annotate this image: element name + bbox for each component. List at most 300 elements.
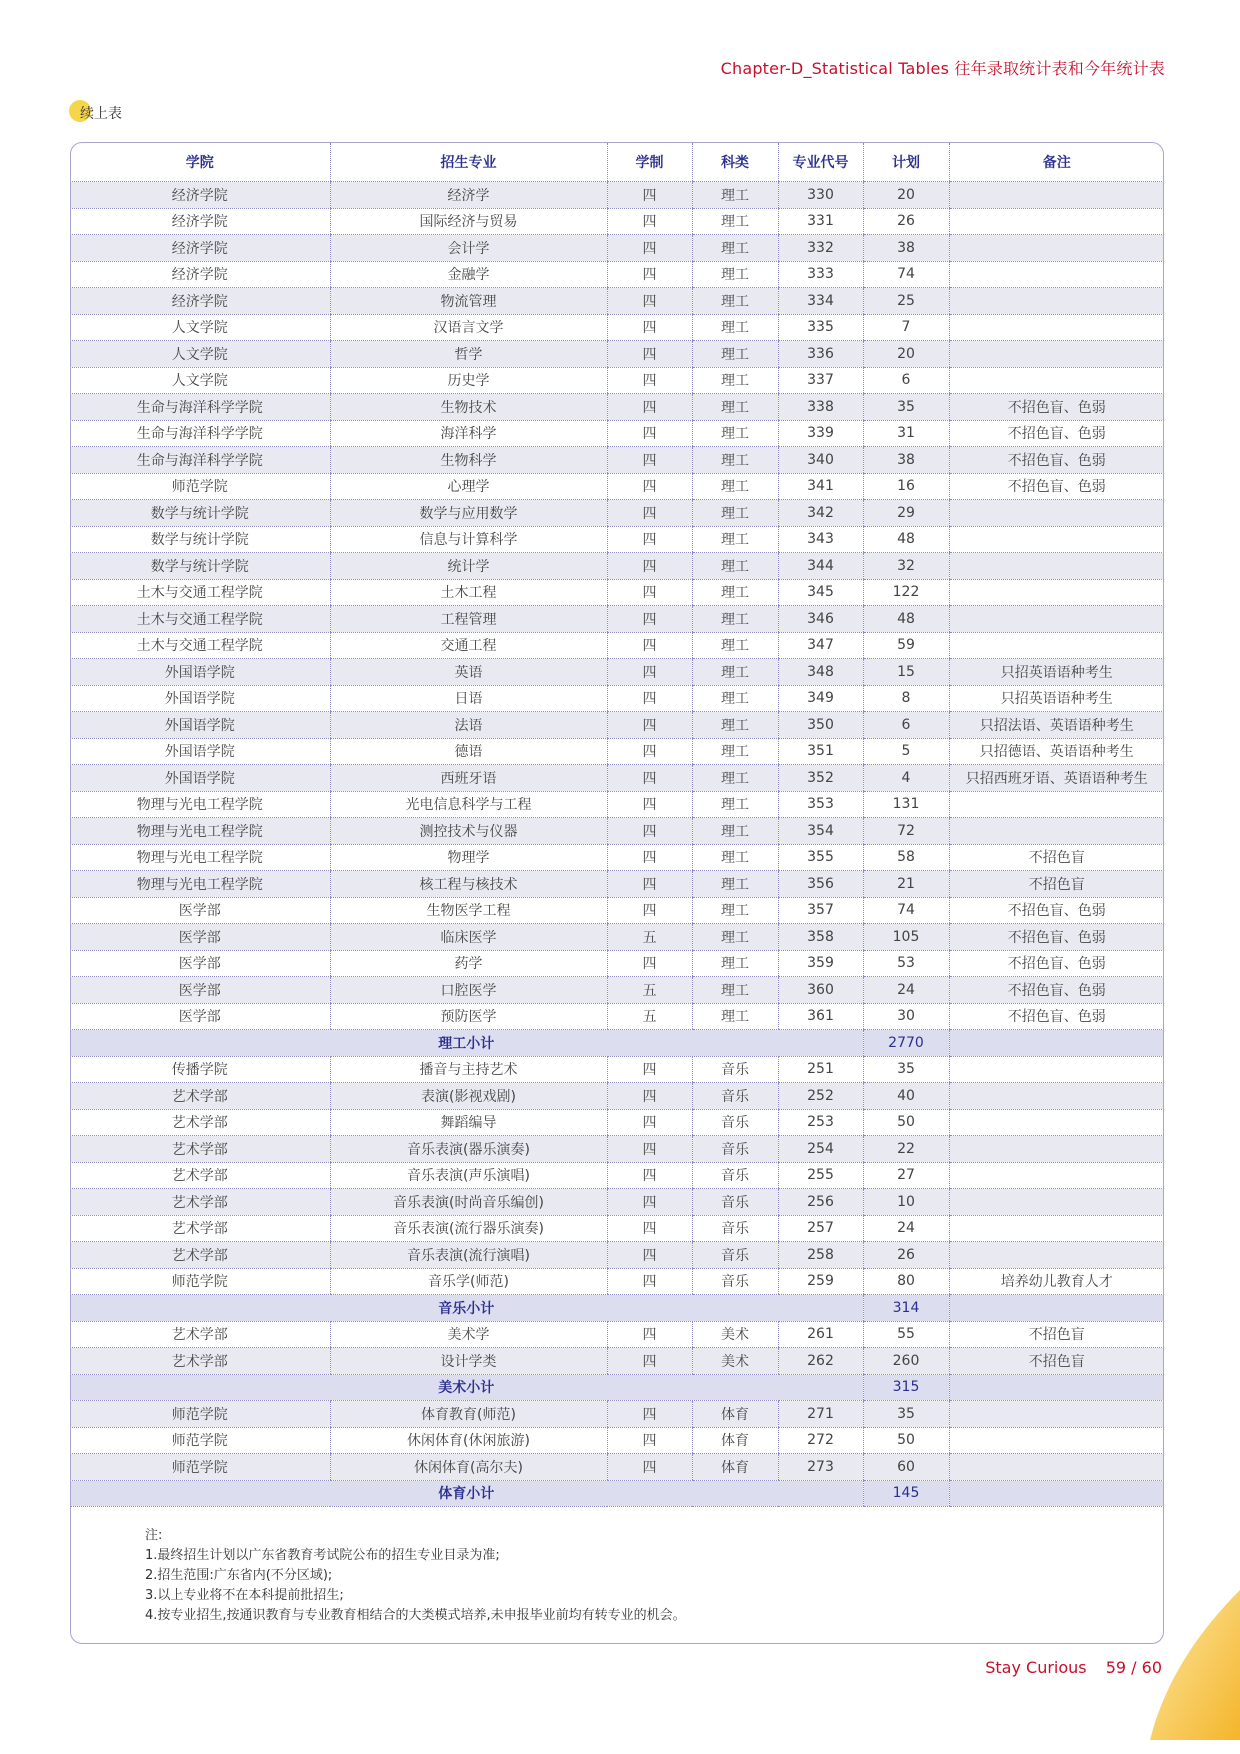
table-cell: 不招色盲、色弱 bbox=[949, 950, 1164, 977]
table-cell: 272 bbox=[778, 1427, 863, 1454]
table-cell: 29 bbox=[863, 500, 949, 527]
table-cell: 四 bbox=[607, 208, 692, 235]
table-cell: 理工 bbox=[692, 685, 778, 712]
table-cell bbox=[949, 261, 1164, 288]
table-cell: 251 bbox=[778, 1056, 863, 1083]
table-cell: 音乐 bbox=[692, 1056, 778, 1083]
table-cell: 人文学院 bbox=[70, 341, 330, 368]
table-cell: 55 bbox=[863, 1321, 949, 1348]
table-cell: 统计学 bbox=[330, 553, 607, 580]
table-cell: 20 bbox=[863, 341, 949, 368]
table-cell: 只招西班牙语、英语语种考生 bbox=[949, 765, 1164, 792]
table-cell: 255 bbox=[778, 1162, 863, 1189]
table-cell: 四 bbox=[607, 1189, 692, 1216]
table-cell bbox=[949, 288, 1164, 315]
table-cell: 音乐表演(时尚音乐编创) bbox=[330, 1189, 607, 1216]
table-cell: 257 bbox=[778, 1215, 863, 1242]
table-cell: 不招色盲、色弱 bbox=[949, 977, 1164, 1004]
table-cell: 四 bbox=[607, 1268, 692, 1295]
table-cell: 343 bbox=[778, 526, 863, 553]
table-cell bbox=[949, 367, 1164, 394]
table-cell: 核工程与核技术 bbox=[330, 871, 607, 898]
table-cell: 50 bbox=[863, 1109, 949, 1136]
table-cell: 35 bbox=[863, 394, 949, 421]
table-cell: 理工 bbox=[692, 765, 778, 792]
table-cell: 四 bbox=[607, 606, 692, 633]
table-cell: 四 bbox=[607, 738, 692, 765]
table-cell: 四 bbox=[607, 1109, 692, 1136]
note-item: 1.最终招生计划以广东省教育考试院公布的招生专业目录为准; bbox=[145, 1548, 500, 1563]
table-cell: 医学部 bbox=[70, 897, 330, 924]
table-cell: 357 bbox=[778, 897, 863, 924]
table-row bbox=[70, 712, 1164, 739]
table-cell: 理工 bbox=[692, 526, 778, 553]
table-cell: 会计学 bbox=[330, 235, 607, 262]
table-cell: 四 bbox=[607, 394, 692, 421]
table-cell: 不招色盲 bbox=[949, 1321, 1164, 1348]
table-cell bbox=[949, 1454, 1164, 1481]
table-row bbox=[70, 473, 1164, 500]
table-cell: 不招色盲、色弱 bbox=[949, 394, 1164, 421]
table-row bbox=[70, 182, 1164, 209]
table-cell: 理工 bbox=[692, 579, 778, 606]
table-row bbox=[70, 1003, 1164, 1030]
table-row bbox=[70, 1454, 1164, 1481]
table-cell: 252 bbox=[778, 1083, 863, 1110]
table-cell: 体育 bbox=[692, 1401, 778, 1428]
table-cell: 人文学院 bbox=[70, 367, 330, 394]
table-cell: 哲学 bbox=[330, 341, 607, 368]
notes-title: 注: bbox=[145, 1528, 163, 1543]
table-cell: 理工 bbox=[692, 871, 778, 898]
table-cell: 347 bbox=[778, 632, 863, 659]
table-row bbox=[70, 738, 1164, 765]
table-cell: 四 bbox=[607, 1136, 692, 1163]
table-cell: 四 bbox=[607, 791, 692, 818]
table-cell: 五 bbox=[607, 1003, 692, 1030]
table-row bbox=[70, 420, 1164, 447]
table-cell: 理工 bbox=[692, 473, 778, 500]
table-cell: 理工 bbox=[692, 791, 778, 818]
table-cell: 设计学类 bbox=[330, 1348, 607, 1375]
table-cell: 西班牙语 bbox=[330, 765, 607, 792]
table-row bbox=[70, 394, 1164, 421]
table-cell: 80 bbox=[863, 1268, 949, 1295]
table-cell: 53 bbox=[863, 950, 949, 977]
table-cell: 师范学院 bbox=[70, 1401, 330, 1428]
table-cell bbox=[949, 1162, 1164, 1189]
table-header-row bbox=[70, 143, 1164, 182]
table-cell: 英语 bbox=[330, 659, 607, 686]
table-cell: 理工 bbox=[692, 1003, 778, 1030]
table-cell: 58 bbox=[863, 844, 949, 871]
table-cell: 休闲体育(高尔夫) bbox=[330, 1454, 607, 1481]
table-cell: 四 bbox=[607, 1242, 692, 1269]
admission-table bbox=[70, 143, 1164, 1507]
table-cell: 21 bbox=[863, 871, 949, 898]
table-cell: 艺术学部 bbox=[70, 1083, 330, 1110]
table-cell: 四 bbox=[607, 659, 692, 686]
table-row bbox=[70, 314, 1164, 341]
table-cell: 物理与光电工程学院 bbox=[70, 871, 330, 898]
table-cell: 物理学 bbox=[330, 844, 607, 871]
table-cell: 四 bbox=[607, 765, 692, 792]
table-cell: 测控技术与仪器 bbox=[330, 818, 607, 845]
table-cell: 数学与统计学院 bbox=[70, 500, 330, 527]
table-cell: 48 bbox=[863, 526, 949, 553]
table-cell: 355 bbox=[778, 844, 863, 871]
table-cell bbox=[949, 235, 1164, 262]
table-row bbox=[70, 1189, 1164, 1216]
table-cell: 理工 bbox=[692, 712, 778, 739]
table-cell: 音乐表演(流行演唱) bbox=[330, 1242, 607, 1269]
table-row bbox=[70, 288, 1164, 315]
table-cell: 35 bbox=[863, 1401, 949, 1428]
table-cell bbox=[949, 791, 1164, 818]
table-cell: 物理与光电工程学院 bbox=[70, 791, 330, 818]
table-cell: 外国语学院 bbox=[70, 712, 330, 739]
table-cell: 医学部 bbox=[70, 1003, 330, 1030]
table-cell: 音乐学(师范) bbox=[330, 1268, 607, 1295]
table-cell: 理工 bbox=[692, 235, 778, 262]
table-row bbox=[70, 924, 1164, 951]
table-cell: 四 bbox=[607, 1454, 692, 1481]
subtotal-amount: 315 bbox=[863, 1374, 949, 1401]
table-cell: 理工 bbox=[692, 420, 778, 447]
table-cell: 360 bbox=[778, 977, 863, 1004]
subtotal-row bbox=[70, 1030, 1164, 1057]
table-cell: 传播学院 bbox=[70, 1056, 330, 1083]
table-cell: 只招德语、英语语种考生 bbox=[949, 738, 1164, 765]
table-cell: 生命与海洋科学学院 bbox=[70, 447, 330, 474]
table-cell: 理工 bbox=[692, 632, 778, 659]
table-cell: 音乐表演(器乐演奏) bbox=[330, 1136, 607, 1163]
subtotal-amount: 145 bbox=[863, 1480, 949, 1507]
table-cell bbox=[949, 632, 1164, 659]
table-cell: 10 bbox=[863, 1189, 949, 1216]
table-row bbox=[70, 367, 1164, 394]
table-cell bbox=[949, 1056, 1164, 1083]
table-cell: 人文学院 bbox=[70, 314, 330, 341]
table-cell: 师范学院 bbox=[70, 1454, 330, 1481]
table-cell: 330 bbox=[778, 182, 863, 209]
table-cell: 理工 bbox=[692, 500, 778, 527]
table-cell: 艺术学部 bbox=[70, 1242, 330, 1269]
table-cell: 四 bbox=[607, 844, 692, 871]
table-cell: 351 bbox=[778, 738, 863, 765]
table-cell: 只招法语、英语语种考生 bbox=[949, 712, 1164, 739]
table-cell: 四 bbox=[607, 553, 692, 580]
table-cell: 四 bbox=[607, 500, 692, 527]
table-cell: 师范学院 bbox=[70, 1268, 330, 1295]
table-cell: 15 bbox=[863, 659, 949, 686]
table-row bbox=[70, 844, 1164, 871]
table-cell: 理工 bbox=[692, 924, 778, 951]
table-row bbox=[70, 1268, 1164, 1295]
table-row bbox=[70, 208, 1164, 235]
table-cell: 艺术学部 bbox=[70, 1109, 330, 1136]
table-cell: 四 bbox=[607, 897, 692, 924]
table-cell: 法语 bbox=[330, 712, 607, 739]
table-cell bbox=[949, 1109, 1164, 1136]
table-cell: 四 bbox=[607, 341, 692, 368]
table-cell: 信息与计算科学 bbox=[330, 526, 607, 553]
table-cell: 38 bbox=[863, 447, 949, 474]
table-cell: 361 bbox=[778, 1003, 863, 1030]
table-cell: 四 bbox=[607, 473, 692, 500]
table-cell: 四 bbox=[607, 235, 692, 262]
table-cell: 340 bbox=[778, 447, 863, 474]
table-cell: 四 bbox=[607, 1215, 692, 1242]
table-cell: 不招色盲、色弱 bbox=[949, 473, 1164, 500]
subtotal-label: 美术小计 bbox=[70, 1374, 863, 1401]
table-cell bbox=[949, 1427, 1164, 1454]
table-cell: 数学与统计学院 bbox=[70, 553, 330, 580]
table-cell: 27 bbox=[863, 1162, 949, 1189]
table-cell: 海洋科学 bbox=[330, 420, 607, 447]
table-cell: 59 bbox=[863, 632, 949, 659]
table-cell: 258 bbox=[778, 1242, 863, 1269]
table-cell: 音乐 bbox=[692, 1189, 778, 1216]
table-cell: 师范学院 bbox=[70, 1427, 330, 1454]
note-item: 2.招生范围:广东省内(不分区域); bbox=[145, 1568, 333, 1583]
table-cell: 4 bbox=[863, 765, 949, 792]
table-cell: 土木与交通工程学院 bbox=[70, 606, 330, 633]
table-cell: 舞蹈编导 bbox=[330, 1109, 607, 1136]
subtotal-note bbox=[949, 1295, 1164, 1322]
table-cell: 美术 bbox=[692, 1348, 778, 1375]
table-row bbox=[70, 526, 1164, 553]
table-cell bbox=[949, 500, 1164, 527]
table-row bbox=[70, 1083, 1164, 1110]
table-row bbox=[70, 950, 1164, 977]
table-cell: 不招色盲 bbox=[949, 844, 1164, 871]
table-cell: 31 bbox=[863, 420, 949, 447]
table-cell: 数学与统计学院 bbox=[70, 526, 330, 553]
table-cell: 20 bbox=[863, 182, 949, 209]
table-cell: 土木与交通工程学院 bbox=[70, 632, 330, 659]
table-cell: 金融学 bbox=[330, 261, 607, 288]
table-cell: 四 bbox=[607, 288, 692, 315]
table-cell: 生物医学工程 bbox=[330, 897, 607, 924]
table-cell: 外国语学院 bbox=[70, 685, 330, 712]
table-cell: 培养幼儿教育人才 bbox=[949, 1268, 1164, 1295]
table-cell: 50 bbox=[863, 1427, 949, 1454]
table-row bbox=[70, 235, 1164, 262]
table-cell: 只招英语语种考生 bbox=[949, 659, 1164, 686]
table-row bbox=[70, 553, 1164, 580]
table-cell: 音乐表演(流行器乐演奏) bbox=[330, 1215, 607, 1242]
table-cell: 理工 bbox=[692, 818, 778, 845]
column-header: 招生专业 bbox=[330, 143, 607, 182]
table-cell: 经济学院 bbox=[70, 208, 330, 235]
table-cell: 汉语言文学 bbox=[330, 314, 607, 341]
table-cell: 四 bbox=[607, 1348, 692, 1375]
table-cell: 262 bbox=[778, 1348, 863, 1375]
table-cell: 四 bbox=[607, 447, 692, 474]
table-cell: 艺术学部 bbox=[70, 1321, 330, 1348]
chapter-title: Chapter-D_Statistical Tables 往年录取统计表和今年统计表 bbox=[720, 59, 1165, 78]
table-cell: 342 bbox=[778, 500, 863, 527]
subtotal-amount: 314 bbox=[863, 1295, 949, 1322]
table-cell: 体育教育(师范) bbox=[330, 1401, 607, 1428]
table-cell: 339 bbox=[778, 420, 863, 447]
footer-tagline: Stay Curious bbox=[985, 1658, 1087, 1677]
table-cell: 理工 bbox=[692, 659, 778, 686]
table-cell: 理工 bbox=[692, 844, 778, 871]
table-cell: 药学 bbox=[330, 950, 607, 977]
table-cell: 74 bbox=[863, 897, 949, 924]
column-header: 计划 bbox=[863, 143, 949, 182]
table-cell: 土木与交通工程学院 bbox=[70, 579, 330, 606]
table-cell: 72 bbox=[863, 818, 949, 845]
table-cell: 临床医学 bbox=[330, 924, 607, 951]
subtotal-label: 体育小计 bbox=[70, 1480, 863, 1507]
subtotal-note bbox=[949, 1480, 1164, 1507]
table-row bbox=[70, 765, 1164, 792]
table-cell: 四 bbox=[607, 579, 692, 606]
table-cell bbox=[949, 314, 1164, 341]
table-cell: 师范学院 bbox=[70, 473, 330, 500]
table-cell: 35 bbox=[863, 1056, 949, 1083]
table-cell: 四 bbox=[607, 526, 692, 553]
table-row bbox=[70, 447, 1164, 474]
table-cell: 32 bbox=[863, 553, 949, 580]
table-row bbox=[70, 632, 1164, 659]
subtotal-label: 音乐小计 bbox=[70, 1295, 863, 1322]
table-cell: 土木工程 bbox=[330, 579, 607, 606]
subtotal-amount: 2770 bbox=[863, 1030, 949, 1057]
table-cell: 理工 bbox=[692, 288, 778, 315]
table-cell: 心理学 bbox=[330, 473, 607, 500]
table-cell: 理工 bbox=[692, 897, 778, 924]
table-cell: 349 bbox=[778, 685, 863, 712]
table-cell: 经济学 bbox=[330, 182, 607, 209]
table-row bbox=[70, 579, 1164, 606]
table-cell: 艺术学部 bbox=[70, 1136, 330, 1163]
table-cell: 337 bbox=[778, 367, 863, 394]
table-cell: 德语 bbox=[330, 738, 607, 765]
table-cell: 四 bbox=[607, 1427, 692, 1454]
table-cell: 273 bbox=[778, 1454, 863, 1481]
table-cell: 五 bbox=[607, 977, 692, 1004]
corner-decoration bbox=[1130, 1590, 1240, 1740]
table-cell: 外国语学院 bbox=[70, 738, 330, 765]
table-cell: 医学部 bbox=[70, 977, 330, 1004]
table-cell: 30 bbox=[863, 1003, 949, 1030]
table-cell: 休闲体育(休闲旅游) bbox=[330, 1427, 607, 1454]
table-row bbox=[70, 1136, 1164, 1163]
table-row bbox=[70, 871, 1164, 898]
table-cell: 理工 bbox=[692, 738, 778, 765]
table-cell: 理工 bbox=[692, 341, 778, 368]
table-row bbox=[70, 500, 1164, 527]
table-cell: 335 bbox=[778, 314, 863, 341]
table-cell: 38 bbox=[863, 235, 949, 262]
table-cell: 理工 bbox=[692, 950, 778, 977]
table-row bbox=[70, 897, 1164, 924]
table-cell: 经济学院 bbox=[70, 235, 330, 262]
table-cell: 生命与海洋科学学院 bbox=[70, 420, 330, 447]
table-cell bbox=[949, 1401, 1164, 1428]
table-cell: 271 bbox=[778, 1401, 863, 1428]
table-cell: 音乐 bbox=[692, 1109, 778, 1136]
table-cell: 四 bbox=[607, 367, 692, 394]
table-row bbox=[70, 1242, 1164, 1269]
table-cell: 四 bbox=[607, 685, 692, 712]
table-cell: 352 bbox=[778, 765, 863, 792]
table-cell: 音乐 bbox=[692, 1268, 778, 1295]
table-cell: 生物技术 bbox=[330, 394, 607, 421]
table-cell: 358 bbox=[778, 924, 863, 951]
table-cell: 外国语学院 bbox=[70, 765, 330, 792]
table-cell: 四 bbox=[607, 1321, 692, 1348]
table-cell: 74 bbox=[863, 261, 949, 288]
table-cell: 256 bbox=[778, 1189, 863, 1216]
note-item: 3.以上专业将不在本科提前批招生; bbox=[145, 1588, 344, 1603]
table-cell: 理工 bbox=[692, 606, 778, 633]
table-cell: 四 bbox=[607, 632, 692, 659]
table-cell bbox=[949, 1189, 1164, 1216]
table-cell: 350 bbox=[778, 712, 863, 739]
table-row bbox=[70, 1056, 1164, 1083]
table-cell: 艺术学部 bbox=[70, 1215, 330, 1242]
table-cell: 254 bbox=[778, 1136, 863, 1163]
table-cell: 历史学 bbox=[330, 367, 607, 394]
table-cell: 48 bbox=[863, 606, 949, 633]
table-row bbox=[70, 1427, 1164, 1454]
table-row bbox=[70, 341, 1164, 368]
admission-table-card bbox=[70, 142, 1164, 1644]
table-cell: 医学部 bbox=[70, 950, 330, 977]
table-cell: 22 bbox=[863, 1136, 949, 1163]
table-cell: 344 bbox=[778, 553, 863, 580]
table-cell: 336 bbox=[778, 341, 863, 368]
table-cell: 预防医学 bbox=[330, 1003, 607, 1030]
table-cell: 6 bbox=[863, 367, 949, 394]
table-row bbox=[70, 1215, 1164, 1242]
table-cell bbox=[949, 208, 1164, 235]
table-cell: 四 bbox=[607, 871, 692, 898]
table-cell bbox=[949, 182, 1164, 209]
subtotal-row bbox=[70, 1480, 1164, 1507]
column-header: 学院 bbox=[70, 143, 330, 182]
table-cell: 不招色盲、色弱 bbox=[949, 447, 1164, 474]
table-cell bbox=[949, 1083, 1164, 1110]
page-number: 59 / 60 bbox=[1105, 1658, 1162, 1677]
table-cell: 60 bbox=[863, 1454, 949, 1481]
table-cell: 不招色盲、色弱 bbox=[949, 897, 1164, 924]
table-cell: 338 bbox=[778, 394, 863, 421]
table-cell bbox=[949, 579, 1164, 606]
table-row bbox=[70, 606, 1164, 633]
table-cell: 美术学 bbox=[330, 1321, 607, 1348]
table-cell: 不招色盲 bbox=[949, 871, 1164, 898]
table-cell: 物理与光电工程学院 bbox=[70, 818, 330, 845]
table-cell: 24 bbox=[863, 977, 949, 1004]
subtotal-row bbox=[70, 1295, 1164, 1322]
note-item: 4.按专业招生,按通识教育与专业教育相结合的大类模式培养,未申报毕业前均有转专业的机会。 bbox=[145, 1608, 686, 1623]
table-cell: 261 bbox=[778, 1321, 863, 1348]
table-cell: 音乐表演(声乐演唱) bbox=[330, 1162, 607, 1189]
table-cell: 四 bbox=[607, 818, 692, 845]
table-cell: 音乐 bbox=[692, 1162, 778, 1189]
table-cell: 359 bbox=[778, 950, 863, 977]
table-cell: 音乐 bbox=[692, 1083, 778, 1110]
table-cell: 表演(影视戏剧) bbox=[330, 1083, 607, 1110]
table-cell bbox=[949, 1242, 1164, 1269]
table-cell: 体育 bbox=[692, 1427, 778, 1454]
